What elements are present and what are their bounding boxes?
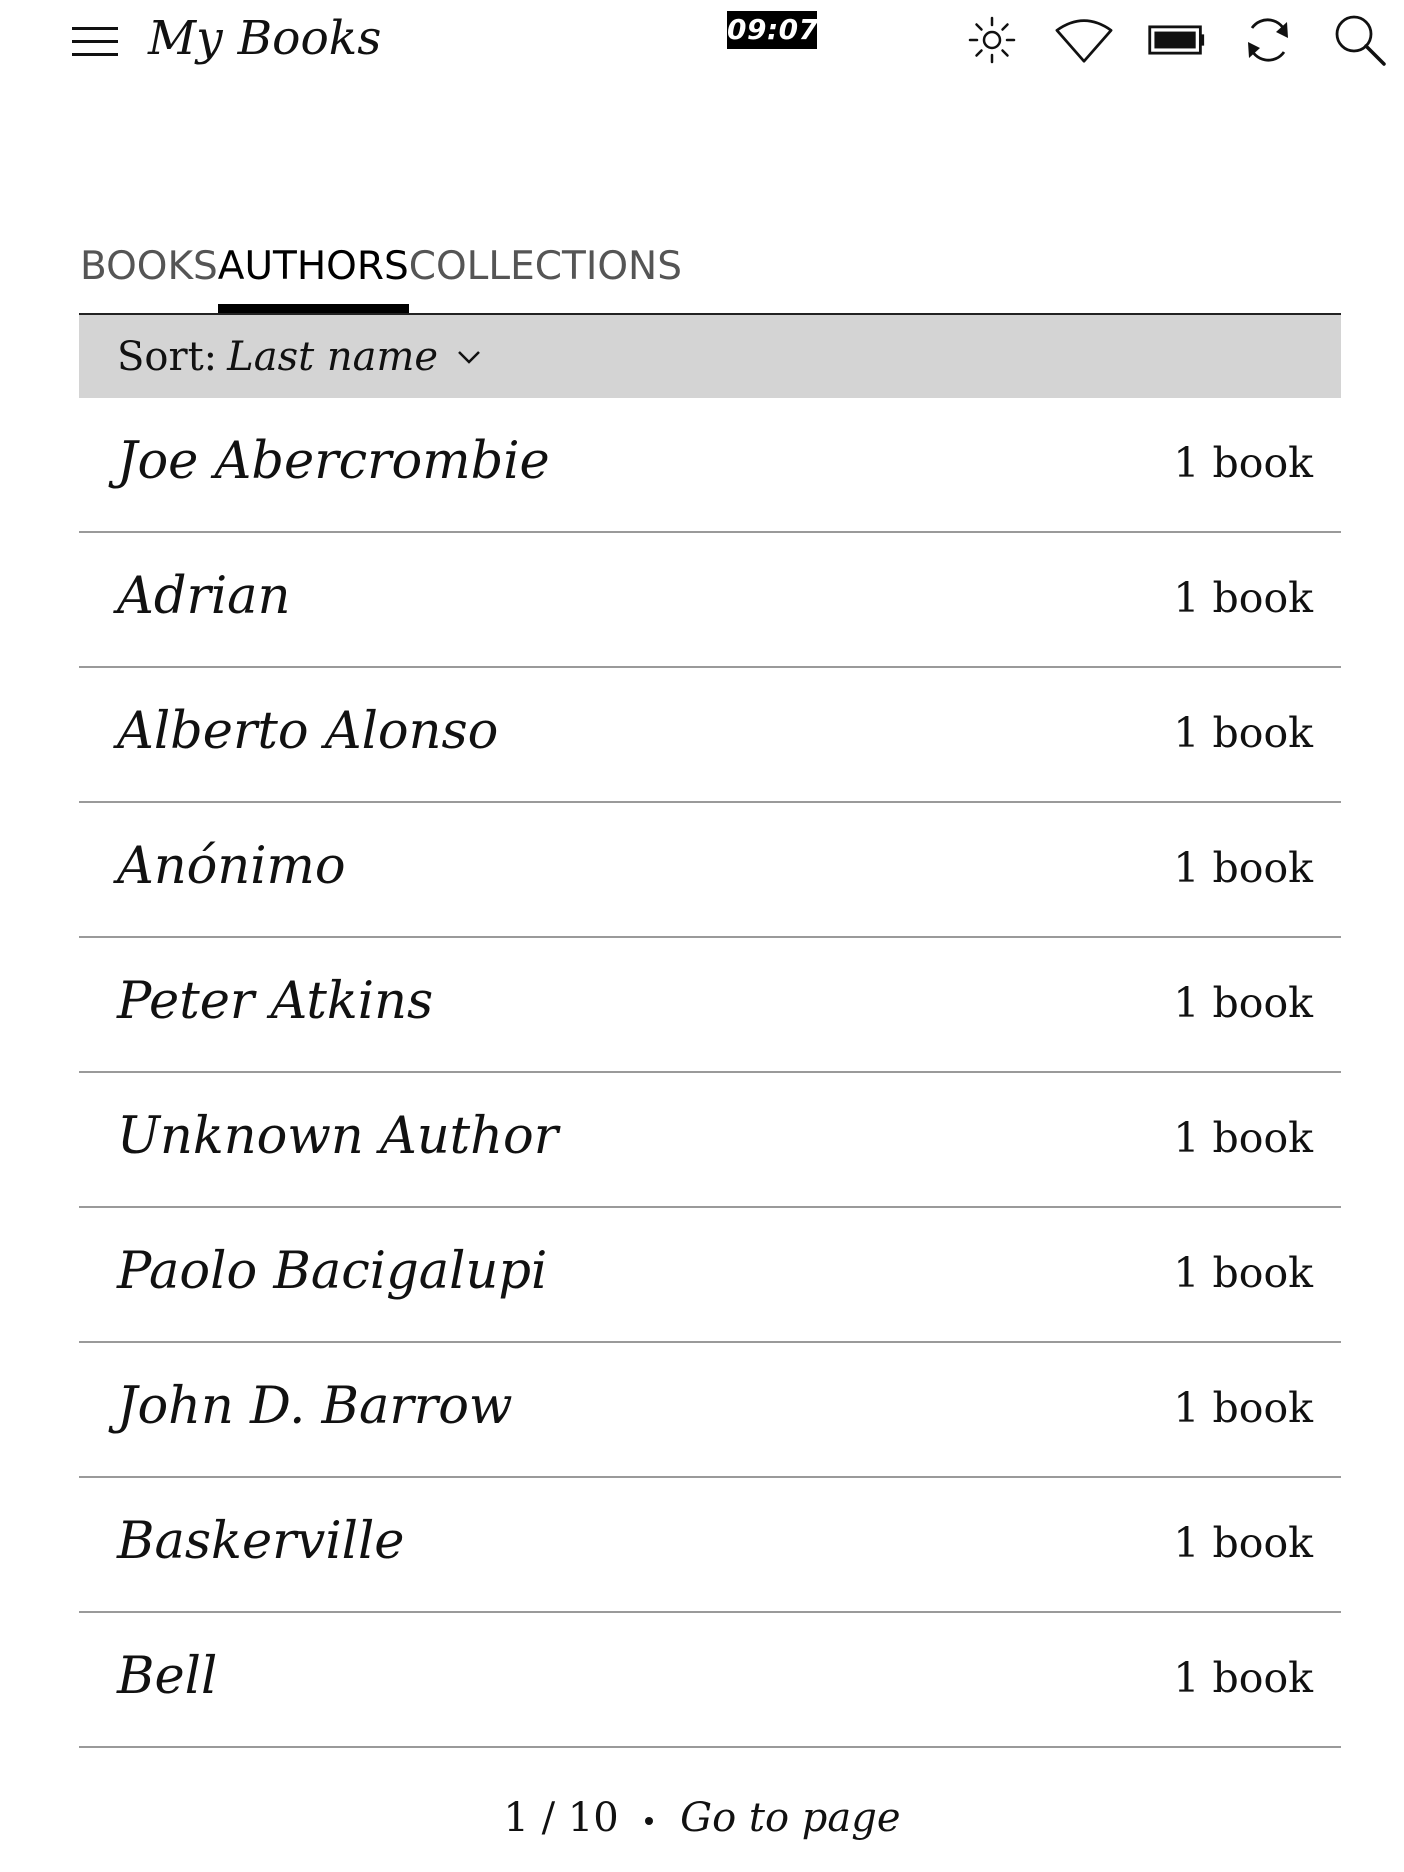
- book-count: 1 book: [1173, 1384, 1313, 1432]
- book-count: 1 book: [1173, 1519, 1313, 1567]
- author-name: Alberto Alonso: [117, 702, 499, 761]
- author-name: Unknown Author: [117, 1107, 559, 1166]
- battery-icon: [1146, 12, 1206, 68]
- list-item[interactable]: [79, 1613, 1341, 1748]
- chevron-down-icon: [456, 348, 482, 370]
- author-list: [79, 398, 1341, 1748]
- brightness-icon[interactable]: [962, 12, 1022, 68]
- author-name: Anónimo: [117, 837, 346, 896]
- sync-icon[interactable]: [1238, 12, 1298, 68]
- list-item[interactable]: [79, 1343, 1341, 1478]
- book-count: 1 book: [1173, 709, 1313, 757]
- book-count: 1 book: [1173, 1114, 1313, 1162]
- pagination: [0, 1792, 1404, 1844]
- search-icon[interactable]: [1330, 12, 1390, 68]
- list-item[interactable]: [79, 1478, 1341, 1613]
- book-count: 1 book: [1173, 1249, 1313, 1297]
- author-name: Bell: [117, 1647, 218, 1706]
- list-item[interactable]: [79, 938, 1341, 1073]
- list-item[interactable]: [79, 1208, 1341, 1343]
- top-bar: [0, 0, 1404, 90]
- clock: 09:07: [727, 11, 817, 49]
- author-name: Peter Atkins: [117, 972, 434, 1031]
- author-name: Paolo Bacigalupi: [117, 1242, 548, 1301]
- book-count: 1 book: [1173, 979, 1313, 1027]
- list-item[interactable]: [79, 533, 1341, 668]
- go-to-page-button[interactable]: Go to page: [680, 1795, 901, 1841]
- separator-dot: [645, 1817, 653, 1825]
- sort-label: Sort:: [117, 333, 218, 380]
- page-total: 10: [567, 1795, 619, 1841]
- book-count: 1 book: [1173, 844, 1313, 892]
- wifi-icon[interactable]: [1054, 12, 1114, 68]
- page-title: My Books: [148, 11, 382, 66]
- author-name: Baskerville: [117, 1512, 405, 1571]
- list-item[interactable]: [79, 668, 1341, 803]
- author-name: Joe Abercrombie: [117, 432, 550, 491]
- page-current: 1: [503, 1795, 529, 1841]
- tab-books[interactable]: BOOKS: [80, 244, 218, 289]
- author-name: John D. Barrow: [117, 1377, 513, 1436]
- sort-dropdown[interactable]: [79, 315, 1341, 398]
- book-count: 1 book: [1173, 439, 1313, 487]
- list-item[interactable]: [79, 1073, 1341, 1208]
- list-item[interactable]: [79, 803, 1341, 938]
- menu-icon[interactable]: [72, 16, 126, 66]
- author-name: Adrian: [117, 567, 291, 626]
- tab-authors[interactable]: AUTHORS: [218, 240, 409, 314]
- book-count: 1 book: [1173, 1654, 1313, 1702]
- page-separator: /: [541, 1795, 556, 1841]
- list-item[interactable]: [79, 398, 1341, 533]
- book-count: 1 book: [1173, 574, 1313, 622]
- sort-value: Last name: [227, 333, 439, 380]
- library-tabs: [80, 240, 682, 314]
- tab-collections[interactable]: COLLECTIONS: [408, 244, 682, 289]
